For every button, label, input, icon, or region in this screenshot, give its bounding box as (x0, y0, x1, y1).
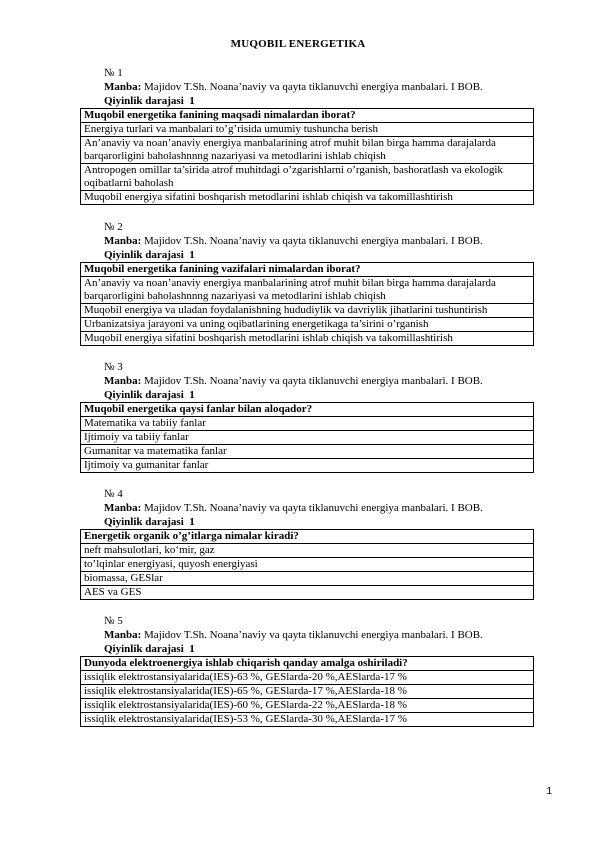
question-text: Dunyoda elektroenergiya ishlab chiqarish qanday amalga oshiriladi? (81, 657, 534, 671)
answer-option: Ijtimoiy va tabiiy fanlar (81, 431, 534, 445)
question-block-2 (80, 220, 534, 346)
answer-option: Muqobil energiya sifatini boshqarish metodlarini ishlab chiqish va takomillashtirish (81, 332, 534, 346)
question-number: № 2 (104, 221, 123, 233)
question-text: Muqobil energetika fanining vazifalari nimalardan iborat? (81, 263, 534, 277)
question-block-4 (80, 487, 534, 600)
question-table (80, 108, 534, 205)
answer-option: Antropogen omillar ta’sirida atrof muhitdagi o’zgarishlarni o’rganish, bashoratlash va ekologik oqibatlarni baholash (81, 164, 534, 191)
answer-option: issiqlik elektrostansiyalarida(IES)-63 %, GESlarda-20 %,AESlarda-17 % (81, 671, 534, 685)
answer-option: Ijtimoiy va gumanitar fanlar (81, 459, 534, 473)
answer-option: neft mahsulotlari, ko‘mir, gaz (81, 544, 534, 558)
answer-option: issiqlik elektrostansiyalarida(IES)-53 %, GESlarda-30 %,AESlarda-17 % (81, 713, 534, 727)
question-block-3 (80, 360, 534, 473)
answer-option: issiqlik elektrostansiyalarida(IES)-65 %, GESlarda-17 %,AESlarda-18 % (81, 685, 534, 699)
document-title: MUQOBIL ENERGETIKA (230, 38, 366, 50)
question-table (80, 656, 534, 727)
answer-option: Urbanizatsiya jarayoni va uning oqibatlarining energetikaga ta’sirini o’rganish (81, 318, 534, 332)
question-source: Manba: Majidov T.Sh. Noana’naviy va qayta tiklanuvchi energiya manbalari. I BOB. (104, 629, 483, 641)
question-block-1 (80, 66, 534, 205)
answer-option: biomassa, GESlar (81, 572, 534, 586)
question-number: № 3 (104, 361, 123, 373)
answer-option: AES va GES (81, 586, 534, 600)
answer-option: issiqlik elektrostansiyalarida(IES)-60 %, GESlarda-22 %,AESlarda-18 % (81, 699, 534, 713)
answer-option: to’lqinlar energiyasi, quyosh energiyasi (81, 558, 534, 572)
question-text: Muqobil energetika qaysi fanlar bilan aloqador? (81, 403, 534, 417)
question-difficulty: Qiyinlik darajasi 1 (104, 95, 195, 107)
question-table (80, 529, 534, 600)
page-number: 1 (546, 786, 552, 797)
answer-option: An’anaviy va noan’anaviy energiya manbalarining atrof muhit bilan birga hamma darajalarda barqarorligini baholashnnng nazariyasi va metodlarini ishlab chiqish (81, 277, 534, 304)
question-number: № 1 (104, 67, 123, 79)
answer-option: An’anaviy va noan’anaviy energiya manbalarining atrof muhit bilan birga hamma darajalarda barqarorligini baholashnnng nazariyasi va metodlarini ishlab chiqish (81, 137, 534, 164)
question-table (80, 262, 534, 346)
question-block-5 (80, 614, 534, 727)
question-difficulty: Qiyinlik darajasi 1 (104, 389, 195, 401)
answer-option: Muqobil energiya sifatini boshqarish metodlarini ishlab chiqish va takomillashtirish (81, 191, 534, 205)
question-source: Manba: Majidov T.Sh. Noana’naviy va qayta tiklanuvchi energiya manbalari. I BOB. (104, 235, 483, 247)
answer-option: Matematika va tabiiy fanlar (81, 417, 534, 431)
question-number: № 5 (104, 615, 123, 627)
question-source: Manba: Majidov T.Sh. Noana’naviy va qayta tiklanuvchi energiya manbalari. I BOB. (104, 375, 483, 387)
answer-option: Energiya turlari va manbalari to’g’risida umumiy tushuncha berish (81, 123, 534, 137)
question-number: № 4 (104, 488, 123, 500)
question-table (80, 402, 534, 473)
question-source: Manba: Majidov T.Sh. Noana’naviy va qayta tiklanuvchi energiya manbalari. I BOB. (104, 502, 483, 514)
question-difficulty: Qiyinlik darajasi 1 (104, 249, 195, 261)
question-difficulty: Qiyinlik darajasi 1 (104, 516, 195, 528)
question-text: Energetik organik o’g’itlarga nimalar kiradi? (81, 530, 534, 544)
question-text: Muqobil energetika fanining maqsadi nimalardan iborat? (81, 109, 534, 123)
question-source: Manba: Majidov T.Sh. Noana’naviy va qayta tiklanuvchi energiya manbalari. I BOB. (104, 81, 483, 93)
answer-option: Gumanitar va matematika fanlar (81, 445, 534, 459)
question-difficulty: Qiyinlik darajasi 1 (104, 643, 195, 655)
answer-option: Muqobil energiya va uladan foydalanishning hududiylik va davriylik jihatlarini tushuntirish (81, 304, 534, 318)
